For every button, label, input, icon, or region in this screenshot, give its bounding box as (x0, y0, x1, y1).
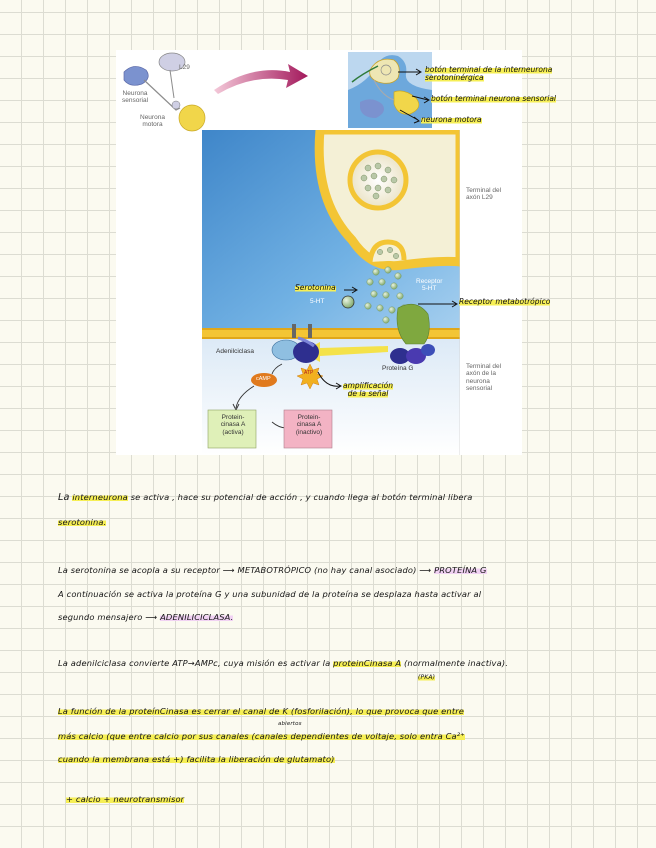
label-adenylate-cyclase: Adenilciclasa (216, 348, 254, 355)
label-5ht: 5-HT (310, 298, 325, 305)
notes-p4-line3: cuando la membrana está +) facilita la liberación de glutamato) (58, 754, 335, 764)
hw-serotonina: Serotonina (295, 283, 336, 292)
hw-boton-sensorial: botón terminal neurona sensorial (431, 94, 557, 103)
label-terminal-l29: Terminal del axón L29 (466, 187, 502, 202)
hw-amplificacion: amplificación de la señal (343, 381, 393, 399)
notes-p2-line2: A continuación se activa la proteína G y una subunidad de la proteína se desplaza hasta activar al (58, 589, 482, 599)
label-g-protein: Proteína G (382, 365, 414, 372)
label-sensory-neuron: Neurona sensorial (122, 90, 149, 105)
notes-p4-abiertos: abiertos (278, 721, 302, 727)
label-camp: cAMP (256, 376, 271, 382)
notes-p4-line1: La función de la proteínCinasa es cerrar el canal de K (fosforilación), lo que provoca que entre (58, 706, 465, 716)
hw-neurona-motora: neurona motora (421, 115, 482, 124)
hw-boton-interneurona: botón terminal de la interneurona serotoninérgica (425, 65, 553, 83)
label-l29: L29 (179, 64, 190, 71)
label-motor-neuron: Neurona motora (140, 114, 165, 129)
label-receptor-5ht: Receptor 5-HT (416, 278, 443, 293)
label-atp: ATP (304, 370, 314, 376)
notes-p3-pka: (PKA) (418, 674, 436, 681)
notes-p2-line3: segundo mensajero ⟶ ADENILICICLASA. (58, 612, 234, 622)
notes-p1-line1: La interneurona se activa , hace su potencial de acción , y cuando llega al botón terminal libera (58, 492, 473, 503)
notes-p2-line1: La serotonina se acopla a su receptor ⟶ METABOTRÓPICO (no hay canal asociado) ⟶ PROTEÍNA G (58, 565, 487, 575)
hw-receptor-metabotropico: Receptor metabotrópico (459, 297, 551, 306)
notes-p4-line2: más calcio (que entre calcio por sus canales (canales dependientes de voltaje, solo entra Ca²⁺ (58, 731, 465, 741)
notes-p3-line1: La adenilciclasa convierte ATP→AMPc, cuya misión es activar la proteinCinasa A (normalmente inactiva). (58, 658, 509, 668)
notes-p1-line2: serotonina. (58, 517, 107, 527)
notes-p5: + calcio + neurotransmisor (66, 794, 185, 804)
label-pka-inactive: Protein- cinasa A (inactivo) (295, 414, 323, 436)
label-terminal-sensory: Terminal del axón de la neurona sensorial (466, 363, 502, 393)
label-pka-active: Protein- cinasa A (activa) (220, 414, 246, 436)
